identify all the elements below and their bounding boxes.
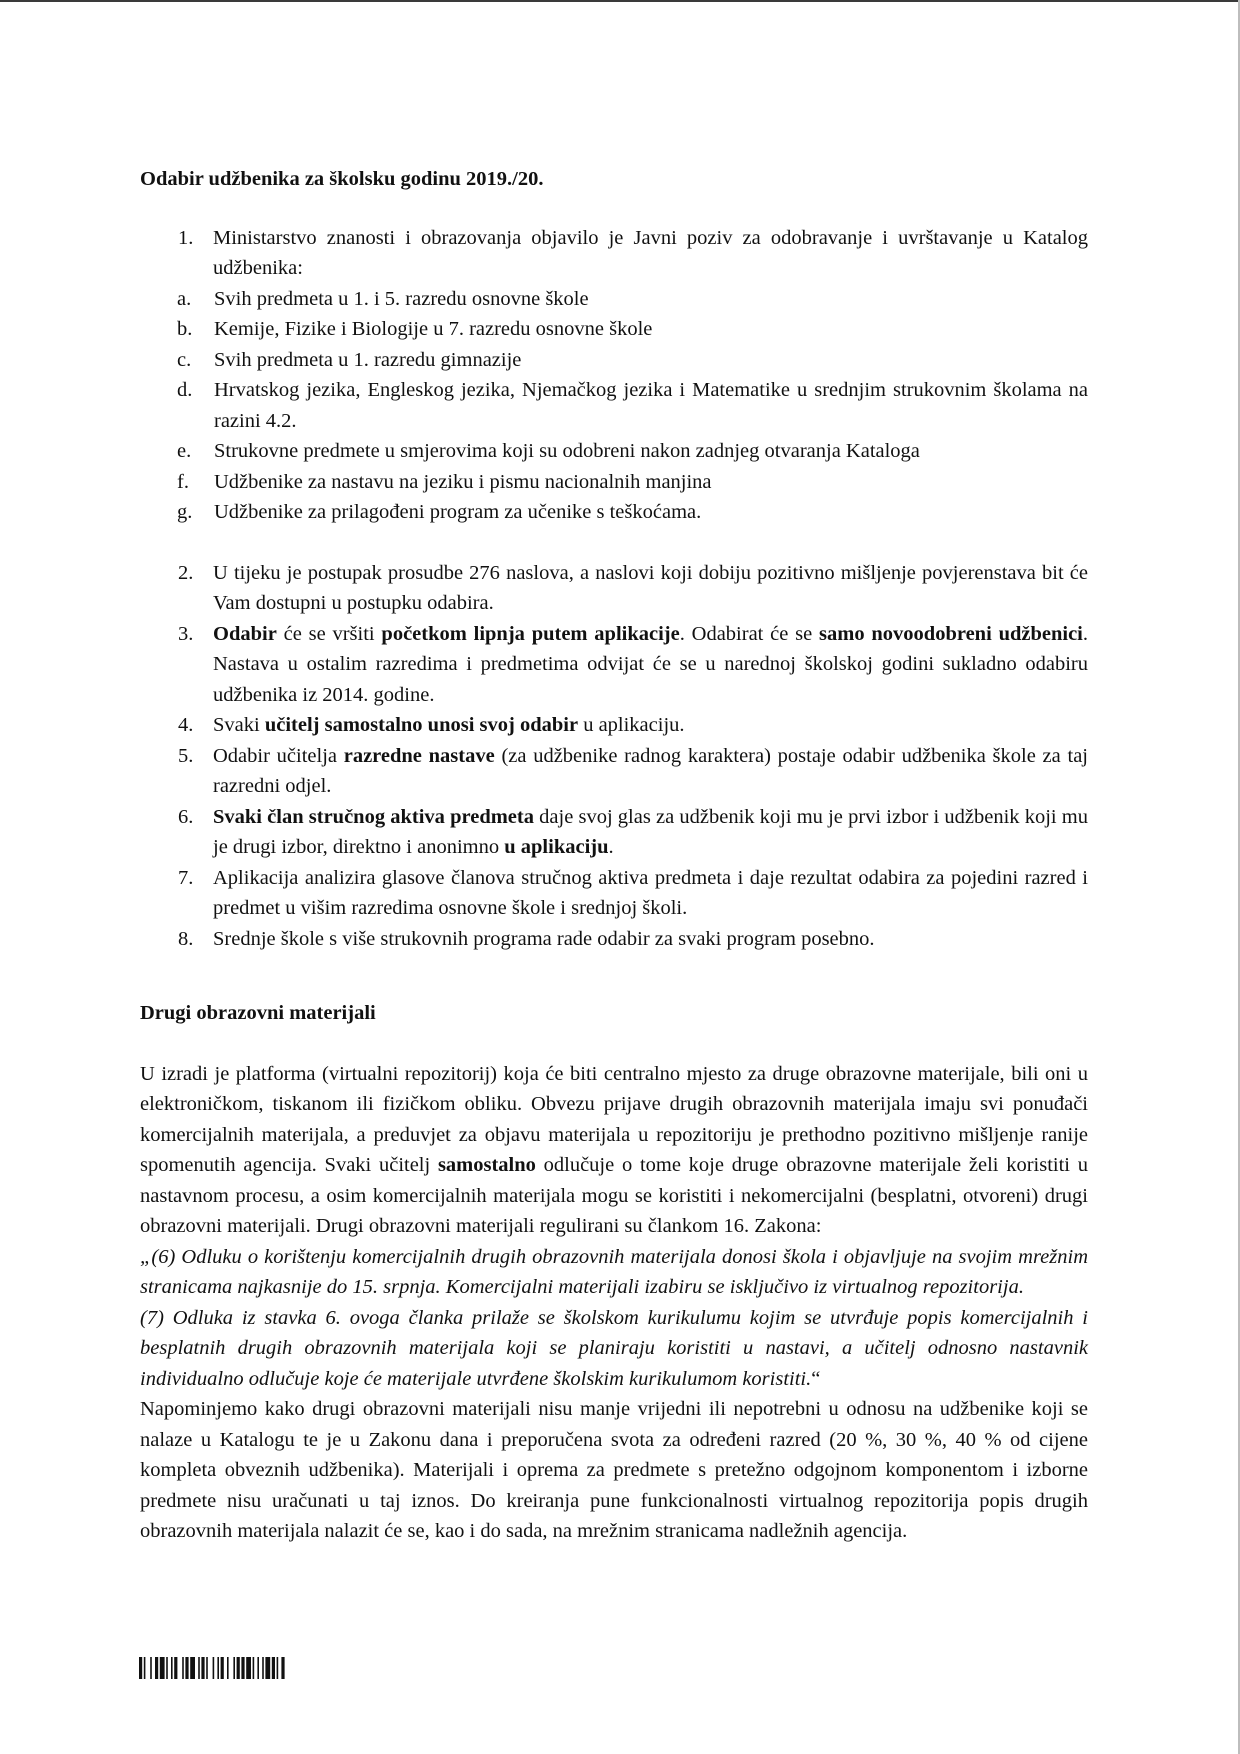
sub-list-item — [67, 314, 1088, 345]
text-run: će se vršiti — [276, 622, 382, 645]
barcode — [139, 1657, 334, 1679]
law-quote-7-text: (7) Odluka iz stavka 6. ovoga članka prilaže se školskom kurikulumu kojim se utvrđuje popis komercijalnih i besplatnih drugih obrazovnih materijala koji se planiraju koristiti u nastavi, a učitelj odnosno nastavnik individualno odlučuje koje će materijale utvrđene školskim kurikulumom koristiti. — [140, 1306, 1088, 1390]
paragraph-intro — [140, 1059, 1088, 1242]
sub-list-item — [67, 345, 1088, 376]
sub-list-text: Hrvatskog jezika, Engleskog jezika, Njemačkog jezika i Matematike u srednjim strukovnim školama na razini 4.2. — [214, 379, 1088, 432]
text-run: . Odabirat će se — [679, 622, 820, 645]
list-item — [140, 710, 1088, 741]
main-list-part1 — [140, 223, 1088, 284]
list-number: 4. — [178, 714, 194, 736]
list-item — [140, 802, 1088, 863]
document-body — [140, 160, 1088, 1547]
sub-list-letter: a. — [177, 287, 192, 310]
bold-text: samostalno — [437, 1154, 536, 1176]
list-item — [140, 741, 1088, 802]
list-number: 2. — [178, 561, 194, 584]
list-item — [140, 924, 1088, 955]
bold-text: Odabir — [213, 622, 277, 645]
list-number: 5. — [178, 744, 194, 767]
bold-text: u aplikaciju — [504, 836, 609, 858]
sub-list — [140, 284, 1088, 528]
text-run: u aplikaciju. — [578, 714, 685, 736]
text-run: . Nastava u ostalim razredima i predmetima odvijat će se u narednoj školskoj godini sukladno odabiru udžbenika iz 2014. godine. — [213, 622, 1088, 706]
sub-list-item — [67, 284, 1088, 315]
sub-list-letter: b. — [177, 318, 193, 340]
list-number: 6. — [178, 805, 194, 828]
scan-edge-top — [0, 0, 1240, 2]
bold-text: učitelj samostalno unosi svoj odabir — [264, 714, 579, 736]
text-run: (za udžbenike radnog karaktera) postaje odabir udžbenika škole za taj razredni odjel. — [213, 744, 1088, 797]
text-run: Odabir učitelja — [213, 744, 344, 767]
sub-list-text: Strukovne predmete u smjerovima koji su odobreni nakon zadnjeg otvaranja Kataloga — [214, 440, 920, 462]
sub-list-text: Svih predmeta u 1. razredu gimnazije — [214, 348, 522, 371]
text-run: U tijeku je postupak prosudbe 276 naslova, a naslovi koji dobiju pozitivno mišljenje povjerenstava bit će Vam dostupni u postupku odabira. — [213, 561, 1088, 614]
sub-list-letter: f. — [177, 470, 189, 493]
bold-text: početkom lipnja putem aplikacije — [381, 622, 680, 645]
text-run: Svaki — [213, 714, 265, 736]
text-run: daje svoj glas za udžbenik koji mu je prvi izbor i udžbenik koji mu je drugi izbor, direktno i anonimno — [213, 805, 1088, 858]
list-number: 8. — [178, 927, 194, 950]
text-run: Srednje škole s više strukovnih programa rade odabir za svaki program posebno. — [213, 927, 875, 950]
sub-list-letter: d. — [177, 379, 193, 401]
sub-list-letter: e. — [177, 440, 192, 462]
section-title: Drugi obrazovni materijali — [140, 1002, 376, 1024]
list-item — [140, 863, 1088, 924]
text-run: . — [608, 836, 614, 858]
list-item — [140, 223, 1088, 284]
page-title: Odabir udžbenika za školsku godinu 2019./20. — [140, 168, 544, 190]
sub-list-item — [67, 436, 1088, 467]
list-number: 3. — [178, 622, 194, 645]
list-number: 1. — [178, 226, 194, 249]
bold-text: Svaki član stručnog aktiva predmeta — [213, 805, 534, 828]
sub-list-text: Udžbenike za prilagođeni program za učenike s teškoćama. — [214, 501, 702, 523]
sub-list-item — [67, 497, 1088, 528]
sub-list-item — [67, 467, 1088, 498]
sub-list-text: Kemije, Fizike i Biologije u 7. razredu osnovne škole — [214, 318, 653, 340]
text-run: Aplikacija analizira glasove članova stručnog aktiva predmeta i daje rezultat odabira za pojedini razred i predmet u višim razredima osnovne škole i srednjoj školi. — [213, 866, 1088, 919]
law-quote-close: “ — [811, 1367, 821, 1390]
law-quote-7 — [140, 1303, 1088, 1395]
list-number: 7. — [178, 866, 194, 889]
bold-text: razredne nastave — [343, 744, 495, 767]
paragraph-note: Napominjemo kako drugi obrazovni materijali nisu manje vrijedni ili nepotrebni u odnosu na udžbenike koji se nalaze u Katalogu te je u Zakonu dana i preporučena svota za određeni razred (20 %, 30 %, 40 % od cijene kompleta obveznih udžbenika). Materijali i oprema za predmete s pretežno odgojnom komponentom i izborne predmete nisu uračunati u taj iznos. Do kreiranja pune funkcionalnosti virtualnog repozitorija popis drugih obrazovnih materijala nalazit će se, kao i do sada, na mrežnim stranicama nadležnih agencija. — [140, 1398, 1088, 1542]
sub-list-letter: g. — [177, 501, 193, 523]
bold-text: samo novoodobreni udžbenici — [819, 622, 1083, 645]
text-run: Ministarstvo znanosti i obrazovanja objavilo je Javni poziv za odobravanje i uvrštavanje u Katalog udžbenika: — [213, 226, 1088, 279]
sub-list-letter: c. — [177, 348, 192, 371]
law-quote-6: „(6) Odluku o korištenju komercijalnih drugih obrazovnih materijala donosi škola i objavljuje na svojim mrežnim stranicama najkasnije do 15. srpnja. Komercijalni materijali izabiru se isključivo iz virtualnog repozitorija. — [140, 1245, 1088, 1298]
sub-list-item — [67, 375, 1088, 436]
text-run: U izradi je platforma (virtualni repozitorij) koja će biti centralno mjesto za druge obrazovne materijale, bili oni u elektroničkom, tiskanom ili fizičkom obliku. Obvezu prijave drugih obrazovnih materijala imaju svi ponuđači komercijalnih materijala, a preduvjet za objavu materijala u repozitoriju je prethodno pozitivno mišljenje ranije spomenutih agencija. Svaki učitelj — [140, 1062, 1088, 1176]
list-item — [140, 558, 1088, 619]
main-list-part2 — [140, 558, 1088, 955]
sub-list-text: Svih predmeta u 1. i 5. razredu osnovne škole — [214, 287, 589, 310]
list-item — [140, 619, 1088, 711]
text-run: odlučuje o tome koje druge obrazovne materijale želi koristiti u nastavnom procesu, a osim komercijalnih materijala mogu se koristiti i nekomercijalni (besplatni, otvoreni) drugi obrazovni materijali. Drugi obrazovni materijali regulirani su člankom 16. Zakona: — [140, 1154, 1088, 1237]
sub-list-text: Udžbenike za nastavu na jeziku i pismu nacionalnih manjina — [214, 470, 712, 493]
